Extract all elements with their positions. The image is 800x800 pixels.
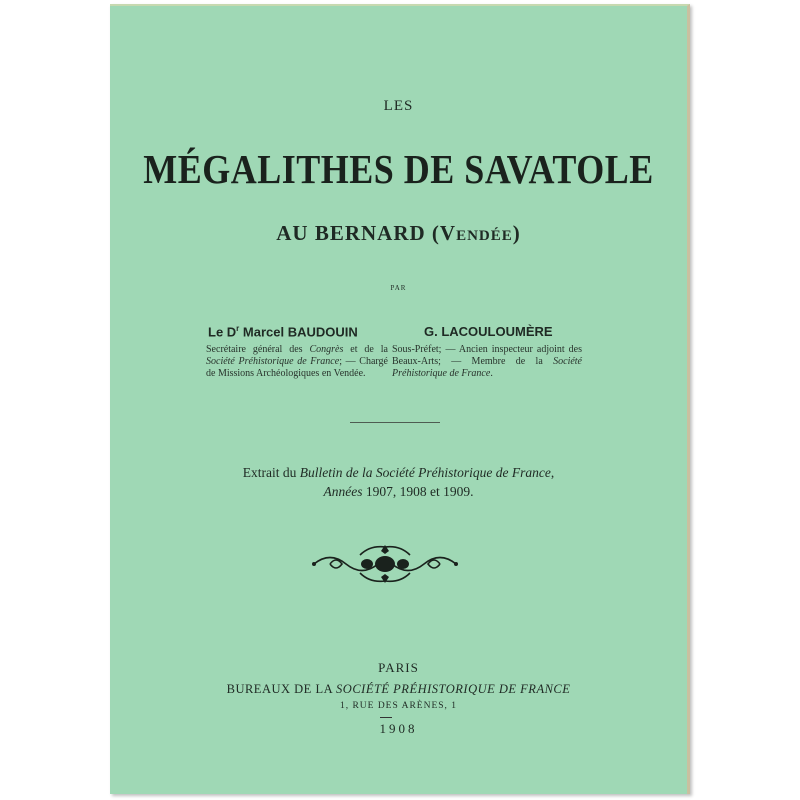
- subtitle-main: AU BERNARD: [276, 221, 426, 245]
- author1-description: [206, 344, 388, 380]
- divider: [350, 422, 440, 423]
- author1-name: Marcel BAUDOUIN: [239, 324, 358, 340]
- subtitle: [110, 221, 687, 246]
- book-cover: [110, 4, 690, 794]
- author1-desc-part: Société Préhistorique de France: [206, 356, 340, 367]
- address: 1, RUE DES ARÈNES, 1: [339, 701, 458, 711]
- dash-divider: [380, 717, 392, 718]
- subtitle-region: (Vendée): [431, 221, 521, 245]
- ornament-icon: [310, 541, 460, 587]
- author2-desc-part: Société Préhistorique de France: [392, 356, 582, 379]
- city: PARIS: [378, 660, 419, 675]
- par-label: PAR: [390, 284, 407, 292]
- extract-text: Extrait du: [242, 465, 300, 480]
- author2-desc-part: .: [490, 368, 493, 379]
- publisher-society: SOCIÉTÉ PRÉHISTORIQUE DE FRANCE: [336, 682, 571, 696]
- extract-line-1: [110, 463, 687, 482]
- publisher: [110, 682, 687, 697]
- author2-desc-part: Sous-Préfet; — Ancien inspecteur adjoint des Beaux-Arts; — Membre de la: [392, 344, 582, 367]
- author1-desc-part: ; — Chargé de Missions Archéologiques en Vendée.: [206, 356, 388, 379]
- author-lacouloumere: G. LACOULOUMÈRE: [424, 324, 553, 339]
- publication-year: 1908: [379, 721, 418, 736]
- author2-description: [392, 344, 582, 380]
- extract-note: [110, 463, 687, 501]
- bulletin-title: Bulletin de la Société Préhistorique de France: [299, 465, 551, 480]
- author1-sup: r: [236, 324, 240, 333]
- extract-text: ,: [550, 465, 555, 480]
- extract-line-2: [110, 482, 687, 501]
- extract-years: 1907, 1908 et 1909.: [362, 484, 474, 499]
- author-baudouin: [208, 324, 358, 339]
- publisher-prefix: BUREAUX DE LA: [226, 682, 337, 696]
- extract-years-label: Années: [323, 484, 363, 499]
- title-les: LES: [383, 98, 414, 114]
- author1-prefix: Le D: [208, 324, 237, 340]
- author1-desc-part: Secrétaire général des: [206, 344, 310, 355]
- author1-desc-part: et de la: [343, 344, 388, 355]
- author1-desc-part: Congrès: [309, 344, 344, 355]
- main-title: MÉGALITHES DE SAVATOLE: [143, 146, 654, 192]
